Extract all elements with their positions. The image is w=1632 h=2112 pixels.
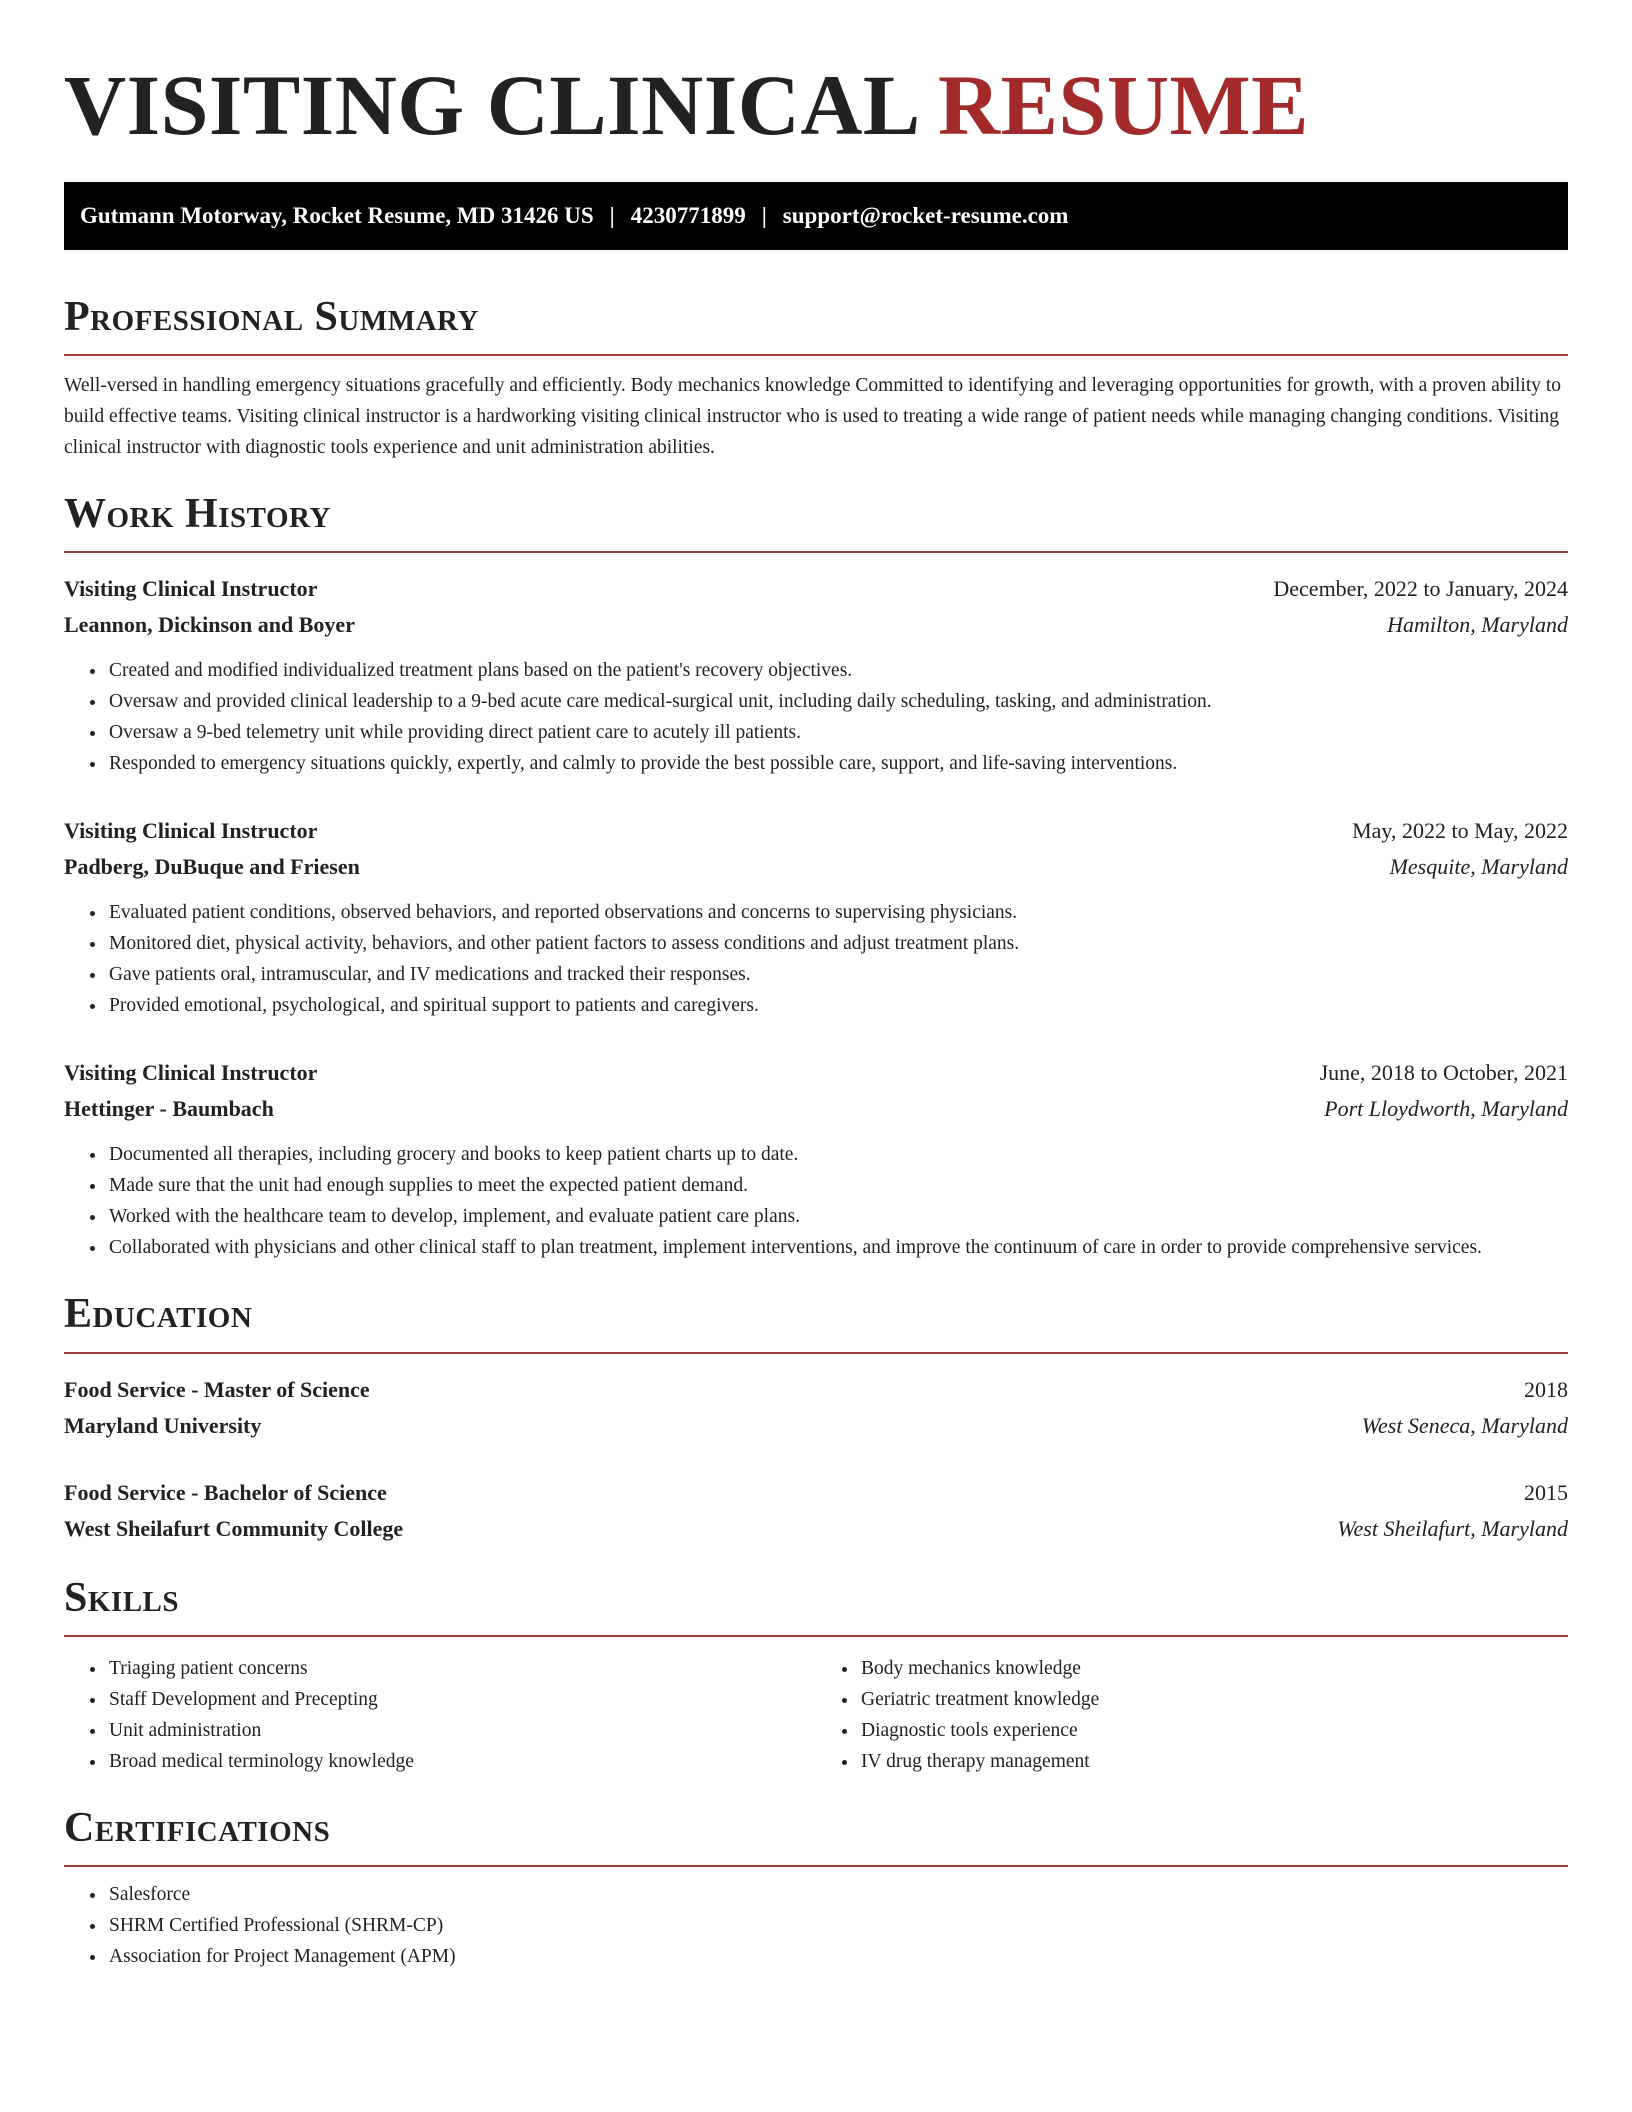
list-item: • Evaluated patient conditions, observed behaviors, and reported observations and concerns to supervising physicians.: [107, 897, 1568, 928]
contact-separator: |: [761, 203, 767, 228]
education-location: West Sheilafurt, Maryland: [1337, 1515, 1568, 1541]
list-item: • Body mechanics knowledge: [859, 1653, 1568, 1684]
section-divider: [64, 551, 1568, 553]
certifications-section: [64, 1805, 1568, 1972]
list-item: • Association for Project Management (APM): [107, 1941, 1568, 1972]
list-item: • Responded to emergency situations quickly, expertly, and calmly to provide the best possible care, support, and life-saving interventions.: [107, 748, 1568, 779]
education-degree-row: [64, 1475, 1568, 1511]
list-item: • Gave patients oral, intramuscular, and IV medications and tracked their responses.: [107, 959, 1568, 990]
list-item: • Unit administration: [107, 1715, 816, 1746]
education-entry: [64, 1475, 1568, 1547]
list-item: • Broad medical terminology knowledge: [107, 1746, 816, 1777]
job-header-row: [64, 571, 1568, 607]
job-company-row: [64, 607, 1568, 643]
skills-section: [64, 1575, 1568, 1777]
job-title: Visiting Clinical Instructor: [64, 818, 318, 844]
education-year: 2018: [1524, 1376, 1568, 1402]
list-item: • Triaging patient concerns: [107, 1653, 816, 1684]
job-company: Padberg, DuBuque and Friesen: [64, 854, 360, 880]
education-school-row: [64, 1408, 1568, 1444]
section-heading: Education: [64, 1291, 253, 1338]
job-header-row: [64, 1055, 1568, 1091]
job-bullets: [64, 1139, 1568, 1263]
job-company: Leannon, Dickinson and Boyer: [64, 612, 355, 638]
section-heading: Skills: [64, 1574, 180, 1621]
job-entry: [64, 1055, 1568, 1263]
work-history-section: [64, 491, 1568, 1263]
job-title: Visiting Clinical Instructor: [64, 1060, 318, 1086]
skills-list-right: [816, 1653, 1568, 1777]
job-bullets: [64, 655, 1568, 779]
list-item: • SHRM Certified Professional (SHRM-CP): [107, 1910, 1568, 1941]
section-divider: [64, 1865, 1568, 1867]
list-item: • Salesforce: [107, 1879, 1568, 1910]
job-location: Mesquite, Maryland: [1389, 854, 1568, 880]
job-company-row: [64, 1091, 1568, 1127]
job-dates: June, 2018 to October, 2021: [1319, 1060, 1568, 1086]
job-location: Hamilton, Maryland: [1387, 612, 1568, 638]
education-school: Maryland University: [64, 1412, 262, 1438]
education-location: West Seneca, Maryland: [1361, 1412, 1568, 1438]
job-company-row: [64, 849, 1568, 885]
education-school-row: [64, 1511, 1568, 1547]
education-section: [64, 1291, 1568, 1546]
list-item: • Monitored diet, physical activity, behaviors, and other patient factors to assess conditions and adjust treatment plans.: [107, 928, 1568, 959]
education-degree: Food Service - Bachelor of Science: [64, 1479, 387, 1505]
section-divider: [64, 1635, 1568, 1637]
skills-grid: [64, 1653, 1568, 1777]
list-item: • Geriatric treatment knowledge: [859, 1684, 1568, 1715]
job-dates: May, 2022 to May, 2022: [1352, 818, 1568, 844]
section-heading: Professional Summary: [64, 294, 479, 340]
list-item: • Collaborated with physicians and other clinical staff to plan treatment, implement interventions, and improve the continuum of care in order to provide comprehensive services.: [107, 1232, 1568, 1263]
contact-bar: [64, 182, 1568, 250]
summary-text: Well-versed in handling emergency situations gracefully and efficiently. Body mechanics knowledge Committed to identifying and leveraging opportunities for growth, with a proven ability to build effective teams. Visiting clinical instructor is a hardworking visiting clinical instructor who is used to treating a wide range of patient needs while managing changing conditions. Visiting clinical instructor with diagnostic tools experience and unit administration abilities.: [64, 375, 1562, 459]
job-location: Port Lloydworth, Maryland: [1324, 1096, 1568, 1122]
list-item: • Created and modified individualized treatment plans based on the patient's recovery objectives.: [107, 655, 1568, 686]
list-item: • Made sure that the unit had enough supplies to meet the expected patient demand.: [107, 1170, 1568, 1201]
job-entry: [64, 571, 1568, 779]
job-bullets: [64, 897, 1568, 1021]
list-item: • Oversaw and provided clinical leadership to a 9-bed acute care medical-surgical unit, including daily scheduling, tasking, and administration.: [107, 686, 1568, 717]
list-item: • Worked with the healthcare team to develop, implement, and evaluate patient care plans.: [107, 1201, 1568, 1232]
job-header-row: [64, 813, 1568, 849]
summary-section: [64, 294, 1568, 463]
section-heading: Certifications: [64, 1804, 331, 1851]
skills-list-left: [64, 1653, 816, 1777]
section-heading: Work History: [64, 491, 331, 538]
education-degree-row: [64, 1372, 1568, 1408]
certifications-list: [64, 1879, 1568, 1972]
contact-email[interactable]: support@rocket-resume.com: [782, 203, 1069, 228]
section-divider: [64, 1352, 1568, 1354]
job-entry: [64, 813, 1568, 1021]
contact-phone[interactable]: 4230771899: [630, 203, 746, 228]
education-degree: Food Service - Master of Science: [64, 1376, 370, 1402]
job-dates: December, 2022 to January, 2024: [1273, 576, 1568, 602]
list-item: • Provided emotional, psychological, and spiritual support to patients and caregivers.: [107, 990, 1568, 1021]
title-accent: RESUME: [938, 57, 1309, 153]
education-school: West Sheilafurt Community College: [64, 1515, 404, 1541]
job-title: Visiting Clinical Instructor: [64, 576, 318, 602]
title-main: VISITING CLINICAL: [64, 57, 917, 153]
list-item: • Oversaw a 9-bed telemetry unit while providing direct patient care to acutely ill patients.: [107, 717, 1568, 748]
education-entry: [64, 1372, 1568, 1444]
contact-address: Gutmann Motorway, Rocket Resume, MD 31426 US: [80, 203, 594, 228]
list-item: • IV drug therapy management: [859, 1746, 1568, 1777]
job-company: Hettinger - Baumbach: [64, 1096, 274, 1122]
education-year: 2015: [1524, 1479, 1568, 1505]
contact-separator: |: [609, 203, 615, 228]
list-item: • Staff Development and Precepting: [107, 1684, 816, 1715]
resume-title: [64, 57, 1568, 153]
list-item: • Diagnostic tools experience: [859, 1715, 1568, 1746]
list-item: • Documented all therapies, including grocery and books to keep patient charts up to date.: [107, 1139, 1568, 1170]
section-divider: [64, 354, 1568, 356]
